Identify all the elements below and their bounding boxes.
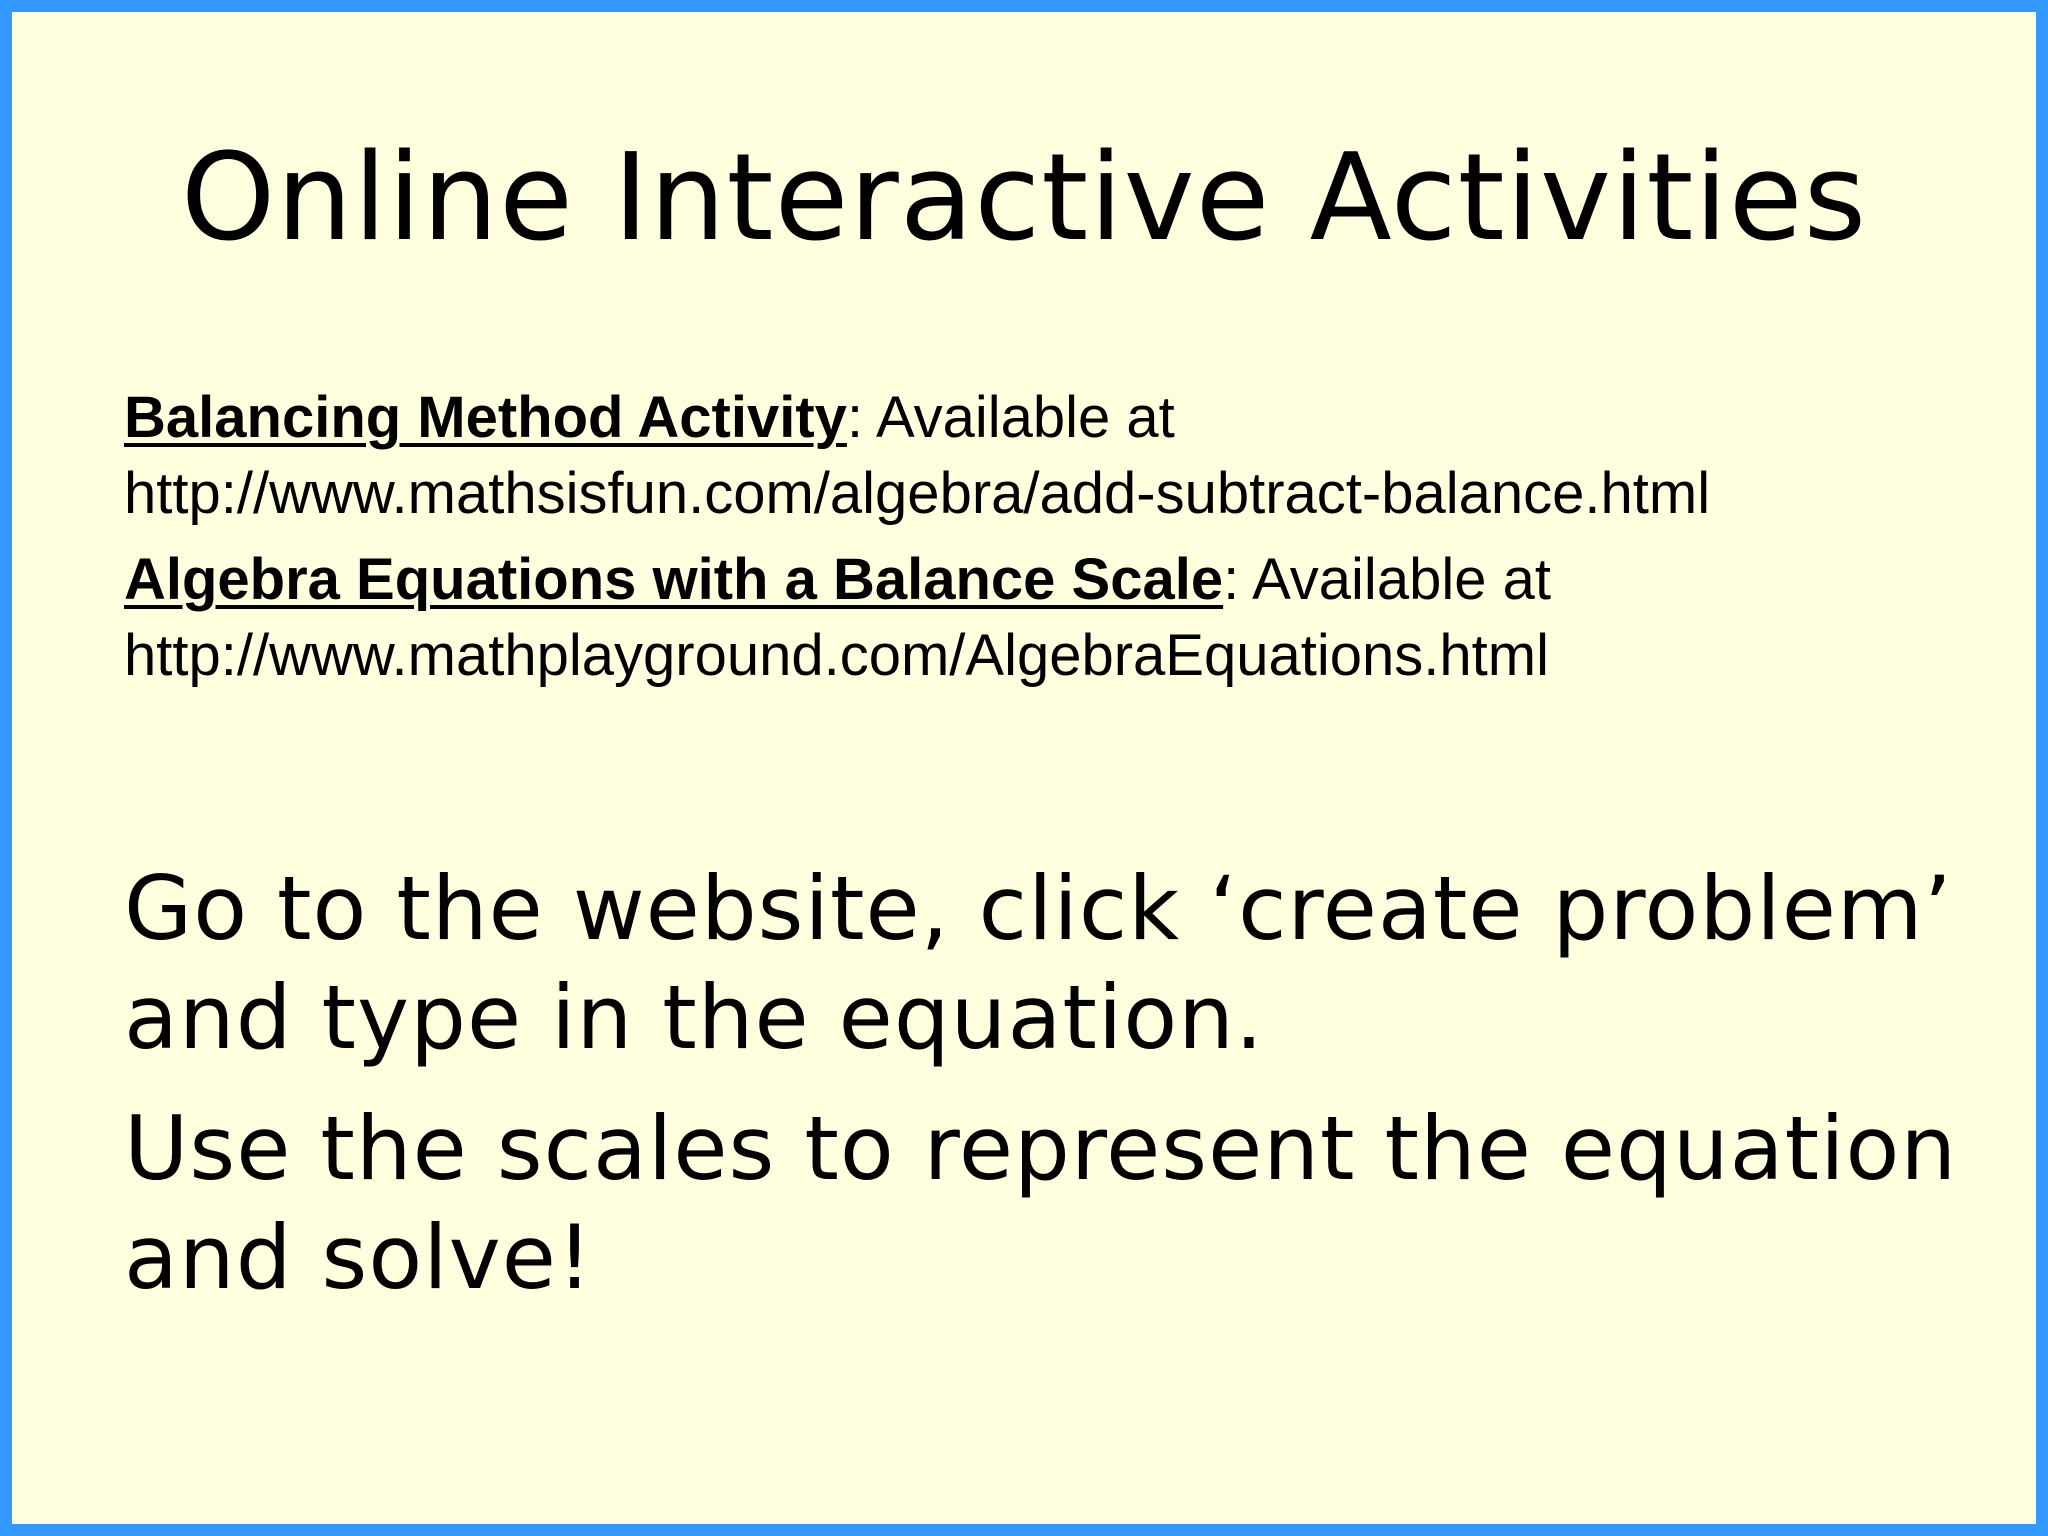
reference-url[interactable]: http://www.mathplayground.com/AlgebraEquations.html — [124, 623, 1549, 688]
instruction-paragraph: Go to the website, click ‘create problem’ and type in the equation. — [124, 857, 1953, 1069]
reference-availability: : Available at — [1223, 547, 1551, 612]
instruction-paragraph: Use the scales to represent the equation and solve! — [124, 1097, 1958, 1309]
reference-name-link[interactable]: Algebra Equations with a Balance Scale — [124, 547, 1224, 612]
reference-list — [124, 380, 1924, 704]
reference-item — [124, 380, 1924, 532]
instructions — [124, 854, 1974, 1334]
slide-title: Online Interactive Activities — [180, 129, 1868, 268]
reference-availability: : Available at — [846, 385, 1175, 450]
reference-name-link[interactable]: Balancing Method Activity — [124, 385, 847, 450]
reference-url[interactable]: http://www.mathsisfun.com/algebra/add-subtract-balance.html — [124, 461, 1711, 526]
reference-item — [124, 542, 1924, 694]
